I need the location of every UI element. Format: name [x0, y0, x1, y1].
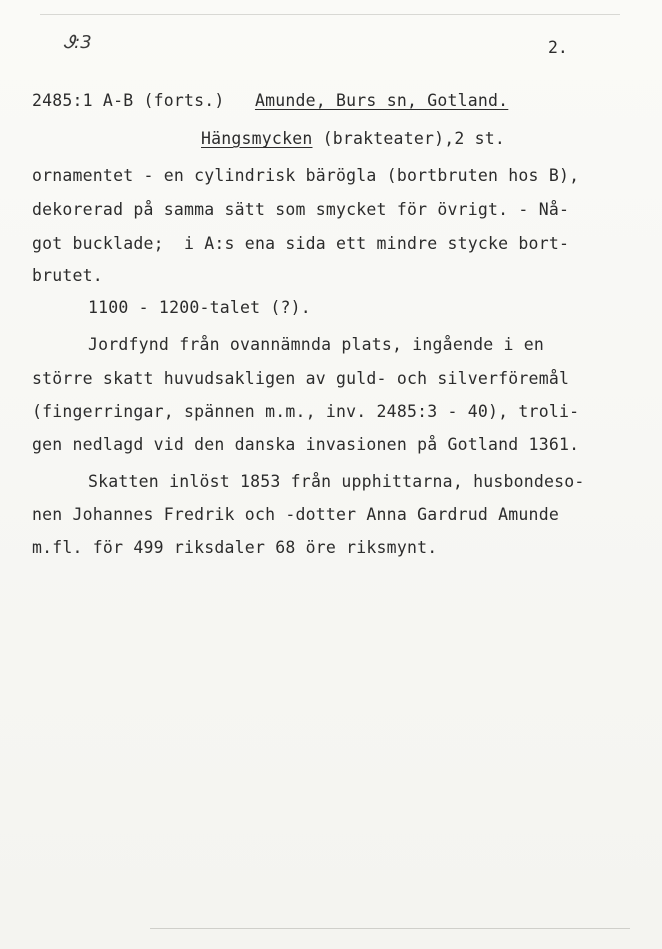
- body-line: dekorerad på samma sätt som smycket för övrigt. - Nå-: [32, 200, 570, 219]
- bottom-edge-line: [150, 928, 630, 929]
- find-line: gen nedlagd vid den danska invasionen på Gotland 1361.: [32, 435, 580, 454]
- item-type: Hängsmycken: [201, 129, 313, 148]
- date-line: 1100 - 1200-talet (?).: [88, 298, 311, 317]
- find-line: större skatt huvudsakligen av guld- och silverföremål: [32, 369, 570, 388]
- acquisition-line: nen Johannes Fredrik och -dotter Anna Gardrud Amunde: [32, 505, 559, 524]
- find-line: (fingerringar, spännen m.m., inv. 2485:3 - 40), troli-: [32, 402, 580, 421]
- top-edge-line: [40, 14, 620, 15]
- catalog-number: 2485:1 A-B (forts.): [32, 91, 225, 110]
- body-line: ornamentet - en cylindrisk bärögla (bortbruten hos B),: [32, 166, 580, 185]
- catalog-line: [32, 91, 508, 111]
- page-number: 2.: [548, 38, 568, 57]
- find-location: Amunde, Burs sn, Gotland.: [254, 91, 509, 110]
- item-type-detail: (brakteater),2 st.: [312, 129, 506, 148]
- acquisition-line: Skatten inlöst 1853 från upphittarna, husbondeso-: [88, 472, 585, 491]
- body-line: got bucklade; i A:s ena sida ett mindre stycke bort-: [32, 234, 570, 253]
- find-line: Jordfynd från ovannämnda plats, ingående i en: [88, 335, 545, 354]
- body-line: brutet.: [32, 266, 103, 285]
- item-line: [201, 129, 505, 149]
- acquisition-line: m.fl. för 499 riksdaler 68 öre riksmynt.: [32, 538, 438, 557]
- handwritten-note: Ꮽ:3: [63, 32, 92, 53]
